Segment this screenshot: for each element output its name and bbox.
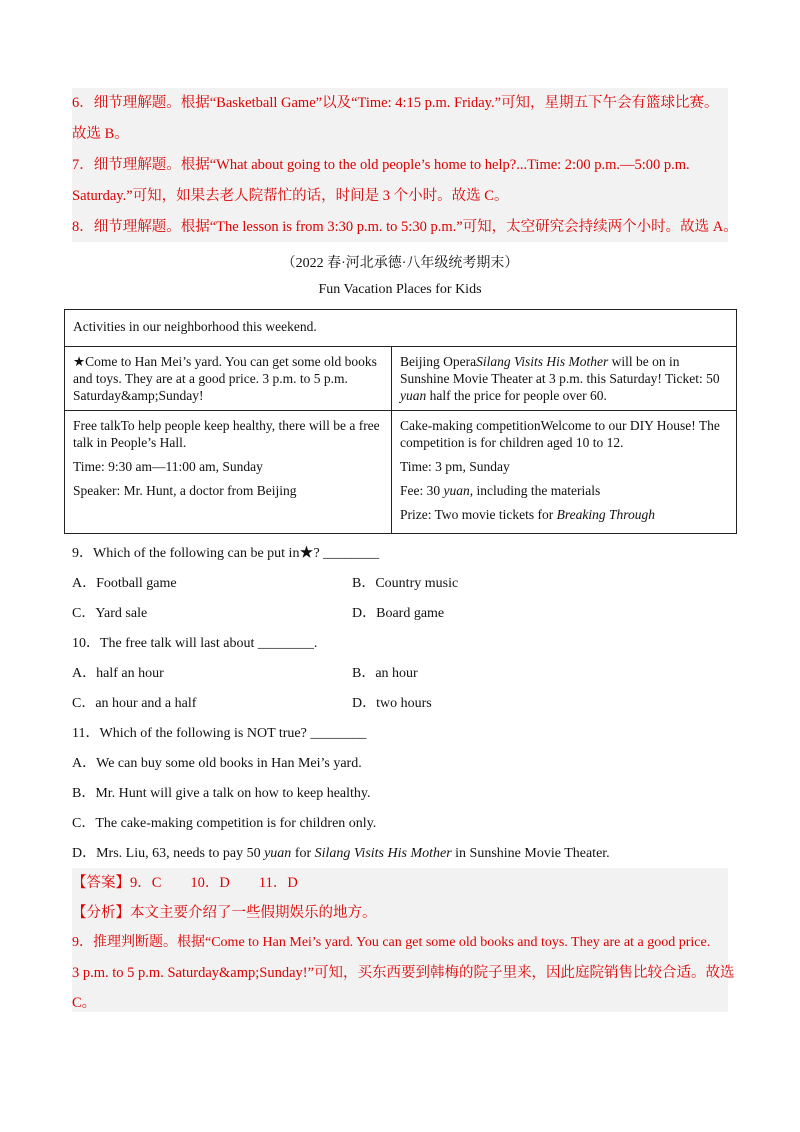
explanation-line: 6．细节理解题。根据“Basketball Game”以及“Time: 4:15 p.m. Friday.”可知，星期五下午会有篮球比赛。: [72, 95, 719, 111]
table-row: [65, 310, 737, 347]
opera-text-end: half the price for people over 60.: [426, 388, 607, 403]
yuan-word: yuan: [400, 388, 427, 403]
top-explanations: [72, 88, 738, 242]
option-b: B．Mr. Hunt will give a talk on how to keep healthy.: [72, 786, 371, 801]
fee-label: Fee: 30: [400, 483, 444, 498]
source-line: （2022 春·河北承德·八年级统考期末）: [281, 256, 519, 271]
cake-fee: [400, 482, 728, 499]
han-mei-cell: [65, 347, 392, 411]
opera-title: Silang Visits His Mother: [476, 354, 609, 369]
activities-table: [64, 309, 737, 534]
star-icon: ★: [299, 546, 314, 561]
explanation-line: 8．细节理解题。根据“The lesson is from 3:30 p.m. to 5:30 p.m.”可知，太空研究会持续两个小时。故选 A。: [72, 219, 738, 235]
option-a: A．Football game: [72, 576, 177, 591]
talk-speaker: Speaker: Mr. Hunt, a doctor from Beijing: [73, 483, 297, 498]
cake-time: Time: 3 pm, Sunday: [400, 459, 510, 474]
talk-time: Time: 9:30 am—11:00 am, Sunday: [73, 459, 263, 474]
question-9: [72, 542, 379, 562]
table-header: Activities in our neighborhood this weekend.: [73, 319, 317, 334]
explanation-line: Saturday.”可知，如果去老人院帮忙的话，时间是 3 个小时。故选 C。: [72, 188, 509, 204]
explanation-line: 7．细节理解题。根据“What about going to the old people’s home to help?...Time: 2:00 p.m.—5:00 p.m.: [72, 157, 690, 173]
table-header-cell: [65, 310, 737, 347]
option-c: C．an hour and a half: [72, 696, 197, 711]
option-c: C．The cake-making competition is for children only.: [72, 816, 377, 831]
option-d-text: in Sunshine Movie Theater.: [451, 846, 610, 861]
prize-label: Prize: Two movie tickets for: [400, 507, 557, 522]
option-d-text: for: [291, 846, 315, 861]
analysis-line: 【分析】本文主要介绍了一些假期娱乐的地方。: [72, 905, 377, 921]
question-11: 11．Which of the following is NOT true? ________: [72, 726, 367, 741]
option-d-text: D．Mrs. Liu, 63, needs to pay 50: [72, 846, 265, 861]
prize-movie: Breaking Through: [556, 507, 656, 522]
answer-line: 【答案】9．C 10．D 11．D: [72, 875, 298, 891]
cake-intro: Cake-making competitionWelcome to our DIY House! The competition is for children aged 10 to 12.: [400, 418, 720, 450]
cake-prize: [400, 506, 728, 523]
option-d: [72, 842, 610, 862]
table-row: [65, 411, 737, 534]
opera-cell: [392, 347, 737, 411]
free-talk-cell: [65, 411, 392, 534]
star-icon: ★: [73, 354, 86, 369]
fee-rest: , including the materials: [469, 483, 601, 498]
yuan-word: yuan: [264, 846, 292, 861]
han-mei-text: Come to Han Mei’s yard. You can get some old books and toys. They are at a good price. 3 p.m. to 5 p.m. Saturday&amp;Sunday!: [73, 354, 377, 403]
opera-title: Silang Visits His Mother: [314, 846, 452, 861]
explanation-line: 故选 B。: [72, 126, 129, 142]
option-a: A．We can buy some old books in Han Mei’s yard.: [72, 756, 362, 771]
answer-blank: ? ________: [313, 546, 380, 561]
opera-text: will be on in Sunshine Movie Theater at 3 p.m. this Saturday! Ticket: 50: [400, 354, 720, 386]
cake-cell: [392, 411, 737, 534]
option-d: D．Board game: [352, 606, 445, 621]
table-row: [65, 347, 737, 411]
option-d: D．two hours: [352, 696, 432, 711]
option-a: A．half an hour: [72, 666, 164, 681]
question-stem: 9．Which of the following can be put in: [72, 546, 300, 561]
option-b: B．an hour: [352, 666, 418, 681]
talk-intro: Free talkTo help people keep healthy, there will be a free talk in People’s Hall.: [73, 418, 380, 450]
opera-lead: Beijing Opera: [400, 354, 477, 369]
question-10: 10．The free talk will last about ________.: [72, 636, 318, 651]
explanation-line: C。: [72, 995, 97, 1011]
passage-title: Fun Vacation Places for Kids: [318, 282, 482, 297]
yuan-word: yuan: [443, 483, 470, 498]
answer-block: [72, 868, 735, 1012]
option-c: C．Yard sale: [72, 606, 148, 621]
option-b: B．Country music: [352, 576, 459, 591]
explanation-line: 3 p.m. to 5 p.m. Saturday&amp;Sunday!”可知，买东西要到韩梅的院子里来，因此庭院销售比较合适。故选: [72, 965, 735, 981]
explanation-line: 9．推理判断题。根据“Come to Han Mei’s yard. You can get some old books and toys. They are at a good price.: [72, 935, 711, 950]
